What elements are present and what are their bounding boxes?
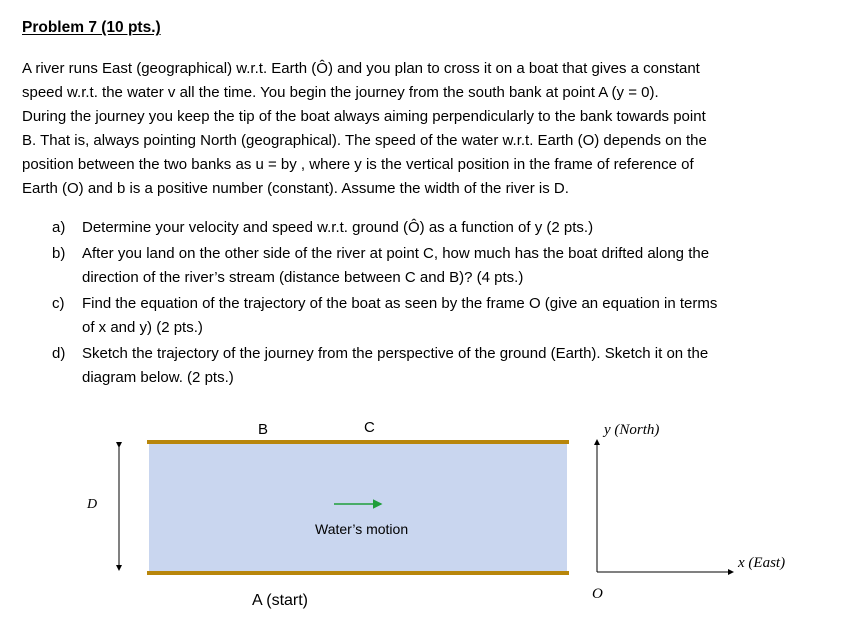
statement-line: During the journey you keep the tip of the boat always aiming perpendicularly to the bank towards point (22, 108, 706, 125)
river-water (149, 443, 567, 572)
question-label: c) (52, 295, 65, 312)
point-c-label: C (364, 419, 375, 436)
question-text: Determine your velocity and speed w.r.t. ground (Ô) as a function of y (2 pts.) (82, 219, 594, 236)
question-label: d) (52, 345, 66, 362)
question-text: Sketch the trajectory of the journey from the perspective of the ground (Earth). Sketch it on the (82, 345, 709, 362)
origin-label: O (592, 586, 603, 602)
statement-line: B. That is, always pointing North (geographical). The speed of the water w.r.t. Earth (O) depends on the (22, 132, 707, 149)
width-label: D (87, 497, 98, 512)
statement-line: A river runs East (geographical) w.r.t. Earth (Ô) and you plan to cross it on a boat that gives a constant (22, 60, 700, 77)
question-text: Find the equation of the trajectory of the boat as seen by the frame O (give an equation in terms (82, 295, 718, 312)
water-motion-label: Water’s motion (315, 521, 409, 537)
statement-line: Earth (O) and b is a positive number (constant). Assume the width of the river is D. (22, 180, 569, 197)
statement-line: position between the two banks as u = by , where y is the vertical position in the frame of reference of (22, 156, 694, 173)
question-label: b) (52, 245, 66, 262)
question-text: of x and y) (2 pts.) (82, 319, 203, 336)
y-axis-label: y (North) (604, 422, 660, 438)
question-text: After you land on the other side of the river at point C, how much has the boat drifted along the (82, 245, 710, 262)
statement-line: speed w.r.t. the water v all the time. You begin the journey from the south bank at point A (y = 0). (22, 84, 659, 101)
x-axis-label: x (East) (738, 555, 786, 571)
point-a-label: A (start) (252, 592, 309, 609)
point-b-label: B (258, 421, 269, 438)
question-label: a) (52, 219, 66, 236)
problem-title: Problem 7 (10 pts.) (22, 19, 161, 36)
question-text: direction of the river’s stream (distance between C and B)? (4 pts.) (82, 269, 524, 286)
question-text: diagram below. (2 pts.) (82, 369, 234, 386)
